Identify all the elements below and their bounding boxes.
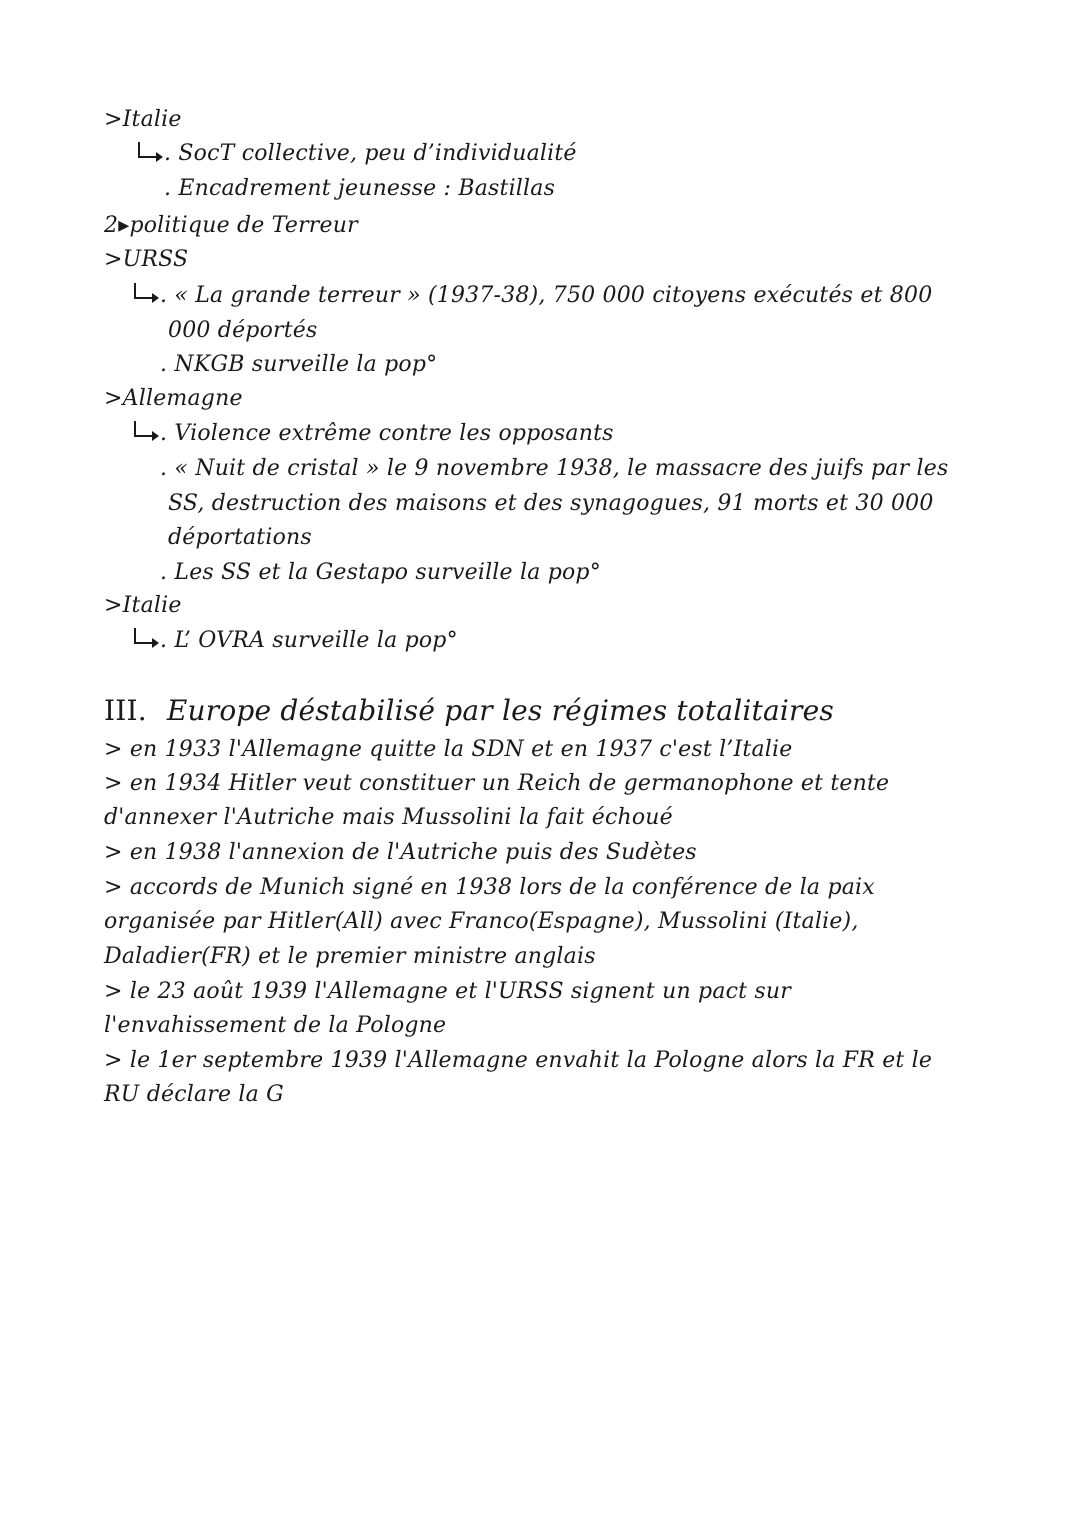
heading-italie-2: >Italie: [104, 593, 182, 618]
note-line: . « Nuit de cristal » le 9 novembre 1938, le massacre des juifs par les: [160, 456, 949, 481]
note-line: > accords de Munich signé en 1938 lors de la conférence de la paix: [104, 875, 875, 900]
note-line: 000 déportés: [168, 318, 318, 343]
note-line: > en 1933 l'Allemagne quitte la SDN et en 1937 c'est l’Italie: [104, 737, 793, 762]
heading-urss: >URSS: [104, 247, 189, 272]
note-line: . Violence extrême contre les opposants: [160, 421, 614, 446]
note-line: . NKGB surveille la pop°: [160, 352, 438, 377]
note-line: > en 1934 Hitler veut constituer un Reich de germanophone et tente: [104, 771, 890, 796]
note-line: . SocT collective, peu d’individualité: [164, 141, 577, 166]
note-line: > en 1938 l'annexion de l'Autriche puis des Sudètes: [104, 840, 697, 865]
note-line: . Encadrement jeunesse : Bastillas: [164, 176, 556, 201]
note-line: . L’ OVRA surveille la pop°: [160, 628, 458, 653]
heading-allemagne: >Allemagne: [104, 386, 243, 411]
note-line: > le 1er septembre 1939 l'Allemagne envahit la Pologne alors la FR et le: [104, 1048, 933, 1073]
section-title-iii: [104, 694, 834, 728]
note-line: RU déclare la G: [104, 1082, 284, 1107]
note-line: Daladier(FR) et le premier ministre anglais: [104, 944, 596, 969]
note-line: l'envahissement de la Pologne: [104, 1013, 447, 1038]
arrow-icon: [134, 628, 152, 644]
note-line: SS, destruction des maisons et des synagogues, 91 morts et 30 000: [168, 491, 934, 516]
arrow-icon: [134, 283, 152, 299]
note-line: d'annexer l'Autriche mais Mussolini la fait échoué: [104, 805, 673, 830]
section-title-text: Europe déstabilisé par les régimes totalitaires: [166, 694, 834, 727]
section-number: III.: [104, 694, 147, 727]
note-line: . « La grande terreur » (1937-38), 750 000 citoyens exécutés et 800: [160, 283, 933, 308]
note-line: . Les SS et la Gestapo surveille la pop°: [160, 560, 601, 585]
arrow-icon: [138, 142, 156, 158]
section-heading-terreur: 2▸politique de Terreur: [104, 213, 358, 238]
note-line: déportations: [168, 525, 312, 550]
heading-italie-1: >Italie: [104, 107, 182, 132]
arrow-icon: [134, 421, 152, 437]
note-line: organisée par Hitler(All) avec Franco(Espagne), Mussolini (Italie),: [104, 909, 859, 934]
note-line: > le 23 août 1939 l'Allemagne et l'URSS signent un pact sur: [104, 979, 791, 1004]
